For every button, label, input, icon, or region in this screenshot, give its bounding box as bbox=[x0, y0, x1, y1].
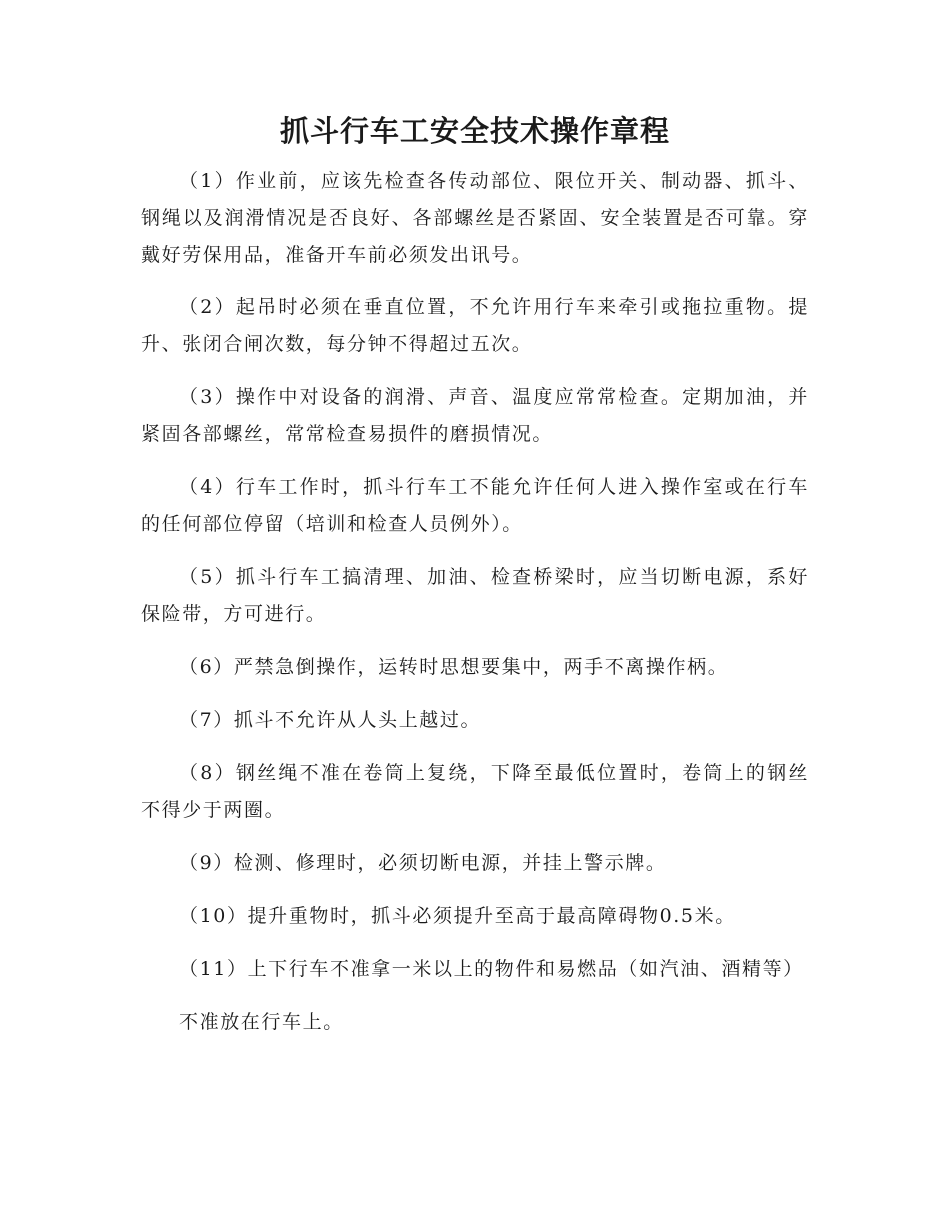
paragraph-8: （8）钢丝绳不准在卷筒上复绕，下降至最低位置时，卷筒上的钢丝不得少于两圈。 bbox=[141, 762, 809, 821]
paragraph-6: （6）严禁急倒操作，运转时思想要集中，两手不离操作柄。 bbox=[179, 656, 729, 678]
paragraph-5: （5）抓斗行车工搞清理、加油、检查桥梁时，应当切断电源，系好保险带，方可进行。 bbox=[141, 566, 809, 625]
paragraph-3: （3）操作中对设备的润滑、声音、温度应常常检查。定期加油，并紧固各部螺丝，常常检查易损件的磨损情况。 bbox=[141, 386, 809, 445]
paragraph-12: 不准放在行车上。 bbox=[179, 1011, 344, 1033]
paragraph-1: （1）作业前，应该先检查各传动部位、限位开关、制动器、抓斗、钢绳以及润滑情况是否良好、各部螺丝是否紧固、安全装置是否可靠。穿戴好劳保用品，准备开车前必须发出讯号。 bbox=[141, 170, 809, 266]
paragraph-11: （11）上下行车不准拿一米以上的物件和易燃品（如汽油、酒精等） bbox=[179, 958, 804, 980]
document-body bbox=[141, 163, 809, 1057]
paragraph-7: （7）抓斗不允许从人头上越过。 bbox=[179, 709, 482, 731]
document-title: 抓斗行车工安全技术操作章程 bbox=[279, 114, 670, 148]
paragraph-2: （2）起吊时必须在垂直位置，不允许用行车来牵引或拖拉重物。提升、张闭合闸次数，每分钟不得超过五次。 bbox=[141, 296, 809, 355]
paragraph-4: （4）行车工作时，抓斗行车工不能允许任何人进入操作室或在行车的任何部位停留（培训和检查人员例外）。 bbox=[141, 476, 809, 535]
paragraph-9: （9）检测、修理时，必须切断电源，并挂上警示牌。 bbox=[179, 852, 667, 874]
paragraph-10: （10）提升重物时，抓斗必须提升至高于最高障碍物0.5米。 bbox=[179, 905, 736, 927]
